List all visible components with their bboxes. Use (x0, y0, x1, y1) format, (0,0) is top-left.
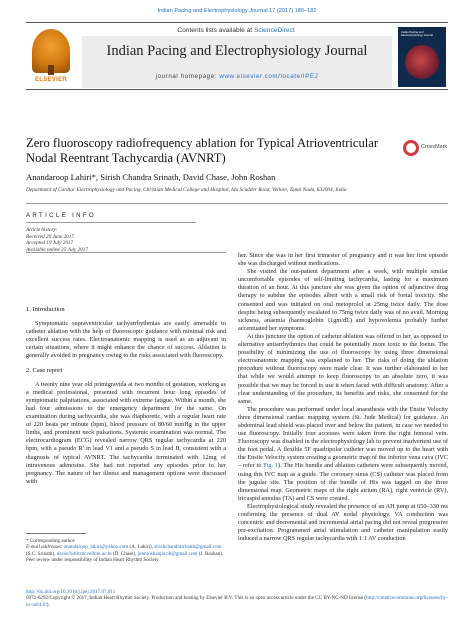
article-info-heading: ARTICLE INFO (26, 213, 97, 219)
paragraph: She visited the out-patient department after a week, with multiple similar uncomfortable episodes of self-limiting tachycardia, lasting for a maximum duration of an hour. At this juncture she was given the option of adjunctive drug therapy to subdue the episodes albeit with a small risk of foetal toxicity. She consented and was initiated on oral metoprolol at 25mg twice daily. The dose despite being subsequently escalated to 75mg twice daily was of no avail. Morning sickness, anaemia (haemoglobin 11gm/dL) and hypovolemia probably further accentuated her symptoms. (238, 268, 448, 332)
license-statement: 0972-6292/Copyright © 2017, Indian Heart Rhythm Society. Production and hosting by Elsevier B.V. This is an open access article under the CC BY-NC-ND license (http://creativecommons.org/licenses/by-nc-nd/4.0/). (26, 595, 448, 608)
email-link[interactable]: anandaroop_lahiri@yahoo.com (64, 544, 129, 551)
right-column (238, 252, 448, 543)
footnote-divider (26, 533, 86, 534)
section-heading-introduction: 1. Introduction (26, 306, 65, 313)
peer-review-note: Peer review under responsibility of Indian Heart Rhythm Society. (26, 557, 160, 564)
doi-and-license (26, 589, 448, 608)
divider (26, 222, 196, 223)
divider (26, 252, 226, 253)
paragraph: her. Since she was in her first trimester of pregnancy and it was her first episode she was discharged without medications. (238, 252, 448, 268)
left-column (26, 306, 226, 486)
journal-homepage: journal homepage: www.elsevier.com/locate/IPEJ (155, 73, 319, 80)
section-heading-case-report: 2. Case report (26, 366, 63, 374)
running-head: Indian Pacing and Electrophysiology Journal 17 (2017) 180–182 (157, 8, 317, 14)
crossmark-icon (403, 140, 419, 156)
sciencedirect-link[interactable]: ScienceDirect (253, 27, 295, 34)
divider (26, 203, 448, 204)
author-affiliation: Department of Cardiac Electrophysiology and Pacing, Christian Medical College and Hospital, Ida Scudder Road, Vellore, Tamil Nadu, 632004, India (26, 187, 347, 193)
paragraph: The procedure was performed under local anaesthesia with the Ensite Velocity three dimensional cardiac mapping system (St. Jude Medical) for guidance. An abdominal lead shield was placed over and below the patient, in case we needed to use fluoroscopy. Initially four accesses were taken from the right femoral vein. Fluoroscopy was disabled in the electrophysiology lab to prevent inadvertent use of the foot pedal. A flexible 5F quadripolar catheter was moved up to the heart with the Ensite Velocity system creating a geometric map of the inferior vena cava (IVC – refer to Fig. 1). The His bundle and ablation catheters were subsequently moved, using this IVC map as a guide. The coronary sinus (CS) catheter was placed from the jugular site. The position of the bundle of His was tagged on the three dimensional map. Geometric maps of the right atrium (RA), right ventricle (RV), tricuspid annulus (TA) and CS were created. (238, 405, 449, 502)
footnotes (26, 538, 226, 564)
figure-link[interactable]: Fig. 1 (263, 462, 279, 470)
author-list: Anandaroop Lahiri*, Sirish Chandra Srinath, David Chase, John Roshan (26, 172, 276, 182)
paragraph: A twenty nine year old primigravida at two months of gestation, working as a medical professional, presented with recurrent hour long episodes of symptomatic palpitations, associated with extreme fatigue. Within a month, she had four admissions to the emergency department for the same. On examination during tachycardia, she was diaphoretic, with a regular heart rate of 220 beats per minute (bpm), blood pressure of 80/60 mmHg in the upper limbs, and prominent neck pulsations. Systemic examination was normal. The electrocardiogram (ECG) revealed narrow QRS regular tachycardia at 220 bpm, with a pseudo R’ in lead V1 and a pseudo S in lead II, consistent with a diagnosis of typical AVNRT. The tachycardia terminated with 12mg of intravenous adenosine. She had not reported any episodes prior to her pregnancy. The nature of her illness and management options were discussed with (26, 380, 226, 485)
article-history: Article history: Received 29 June 2017 Accepted 19 July 2017 Available online 25 July 2017 (26, 227, 88, 253)
paragraph: Electrophysiological study revealed the presence of an AH jump at 650–330 ms confirming the presence of dual AV nodal physiology. VA conduction was concentric and decremental and incremental atrial pacing did not reveal progressive pre-excitation. Programmed atrial stimulation and catheter manipulation easily induced a narrow QRS regular tachycardia with 1:1 AV conduction (238, 502, 448, 543)
journal-name: Indian Pacing and Electrophysiology Journal (106, 43, 368, 59)
homepage-link[interactable]: www.elsevier.com/locate/IPEJ (219, 73, 319, 80)
email-link[interactable]: sirishchandrasrinath@gmail.com (154, 544, 222, 551)
doi-link[interactable]: http://dx.doi.org/10.1016/j.ipej.2017.07.011 (26, 589, 116, 595)
paragraph: At this juncture the option of catheter ablation was offered to her, as opposed to alternative antiarrhythmics that could be potentially more toxic to the foetus. The possibility of minimizing the use of fluoroscopy by using three dimensional electroanatomic mapping was explained to her. The risks of doing the ablation procedure without fluoroscopy were made clear. It was further elaborated to her that while we would attempt to keep fluoroscopy to an absolute zero, it was possible that we may be forced to use it when faced with difficult anatomy. After a clear understanding of the procedure, its benefits and risks, she consented for the same. (238, 332, 448, 405)
email-addresses: E-mail addresses: anandaroop_lahiri@yahoo.com (A. Lahiri), sirishchandrasrinath@gmail.com (S.C. Srinath), davso%40cmcvellore.ac.in (D. Chase), johnroshanjacob@gmail.com (J. Roshan). (26, 544, 224, 557)
license-link[interactable]: http://creativecommons.org/licenses/by-nc-nd/4.0/ (26, 595, 448, 608)
email-link[interactable]: davso%40cmcvellore.ac.in (56, 550, 112, 557)
cover-title: Indian Pacing and Electrophysiology Journal (401, 30, 433, 38)
corresponding-author-note: * Corresponding author. (26, 538, 76, 544)
publisher-wordmark: ELSEVIER (34, 77, 68, 83)
email-link[interactable]: johnroshanjacob@gmail.com (137, 550, 198, 557)
journal-cover-thumbnail[interactable] (398, 27, 446, 87)
crossmark-label: CrossMark (421, 144, 448, 150)
paragraph: Symptomatic supraventricular tachyarrhythmias are easily amenable to catheter ablation with the help of fluoroscopic guidance with minimal risk and excellent success rates. Electroanatomic mapping is used as an adjuvant in certain situations, where it might enhance the chance of success. Ablation is generally avoided in pregnancy owing to the risks associated with fluoroscopy. (26, 320, 226, 360)
article-title: Zero fluoroscopy radiofrequency ablation for Typical Atrioventricular Nodal Reentrant Tachycardia (AVNRT) (26, 136, 379, 165)
contents-line: Contents lists available at ScienceDirect (177, 27, 295, 34)
cover-image (405, 45, 439, 79)
crossmark-badge[interactable] (403, 138, 449, 158)
elsevier-logo[interactable] (28, 27, 74, 85)
journal-masthead (26, 22, 448, 90)
